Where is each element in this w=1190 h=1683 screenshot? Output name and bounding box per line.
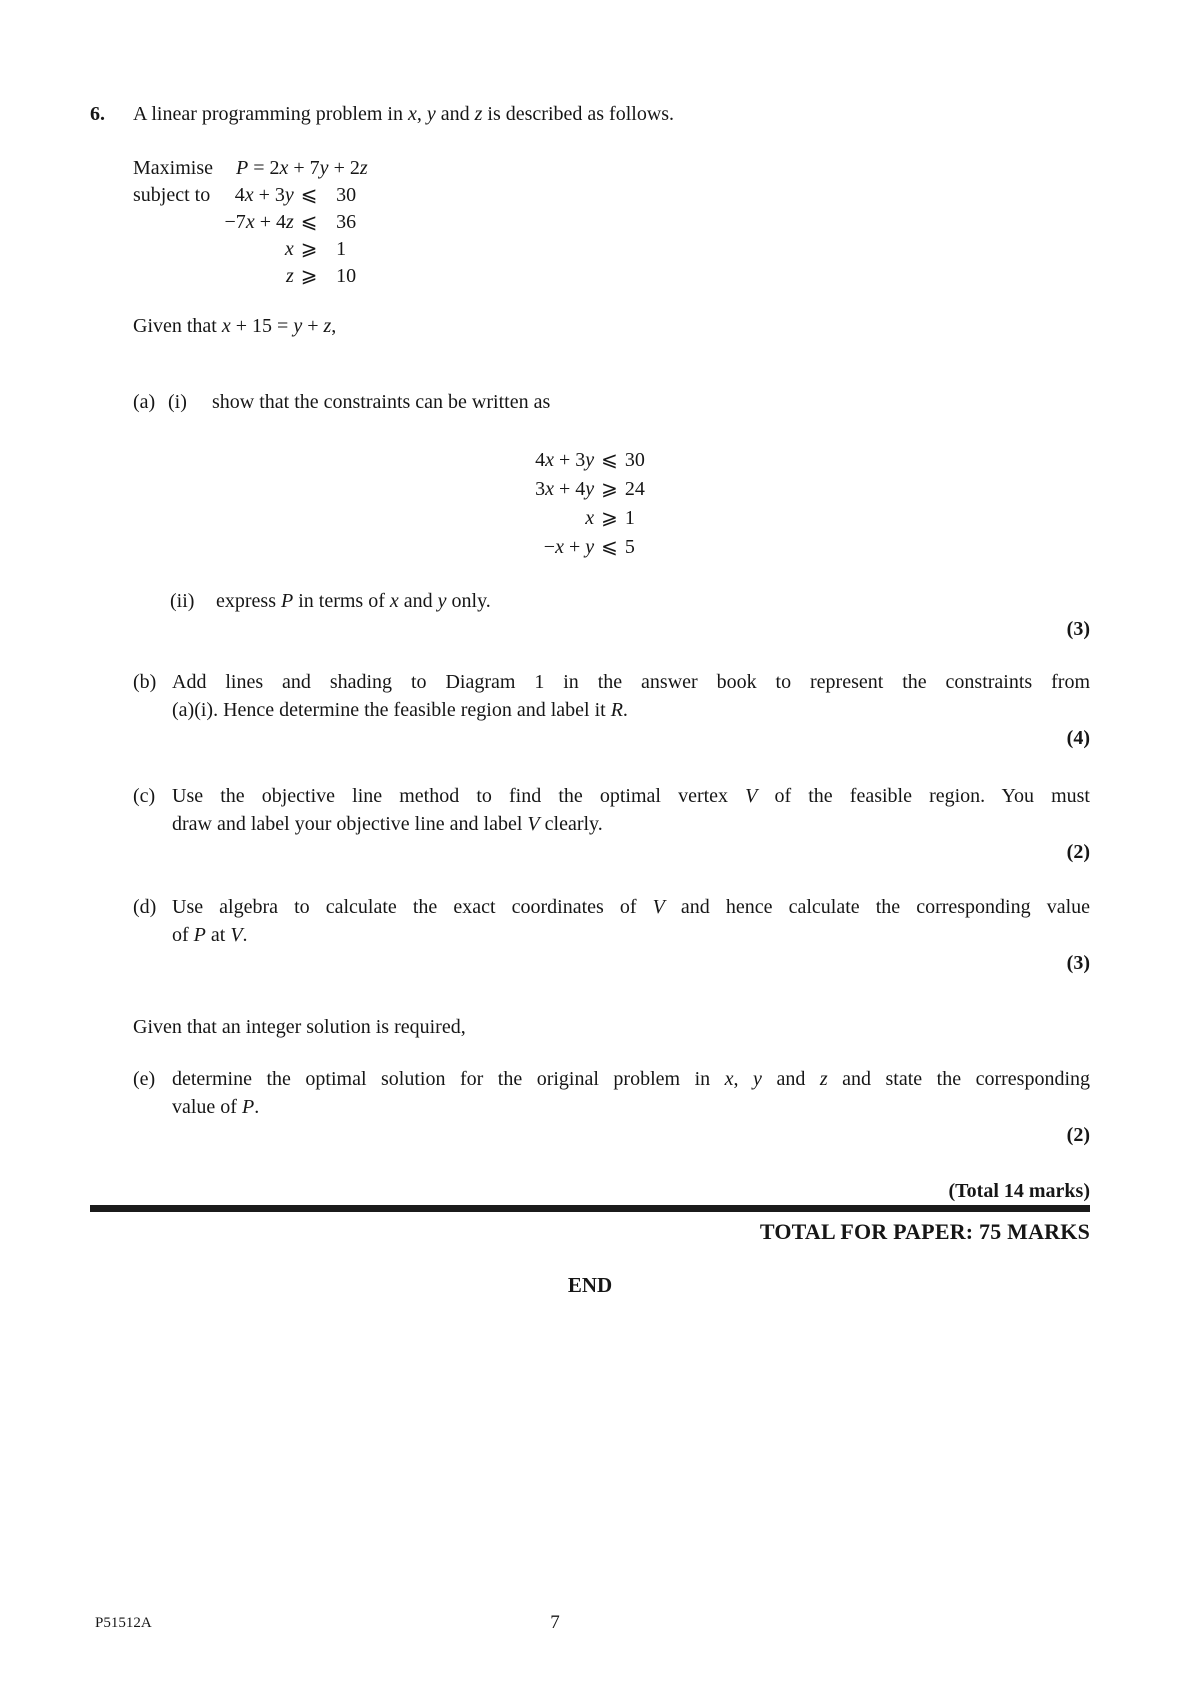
var-x: x [545,478,554,500]
constraint-rhs: 5 [624,536,635,558]
seg: + 15 = [230,315,294,337]
var-x: x [279,157,289,179]
part-b-label: (b) [133,671,157,693]
part-a-ii-text [216,587,491,615]
var-x: x [389,590,399,612]
given-statement-1 [133,312,1090,340]
geq-sign: ⩾ [300,238,318,260]
seg: and state the corresponding [827,1068,1091,1090]
paper-code: P51512A [95,1615,152,1631]
seg: . [622,699,628,721]
var-y: y [293,315,303,337]
seg: . [242,924,248,946]
seg: of [172,924,194,946]
part-d-text [172,893,1090,949]
constraint-lhs [535,533,594,562]
seg: + 3 [253,184,285,206]
paper-total-banner: TOTAL FOR PAPER: 75 MARKS [759,1219,1090,1244]
var-z: z [359,157,368,179]
leq-sign: ⩽ [601,449,618,471]
var-z: z [285,211,294,233]
seg: clearly. [539,813,603,835]
seg: Use algebra to calculate the exact coordinates of [172,896,653,918]
obj-seg: + 7 [288,157,320,179]
intro-seg: A linear programming problem in [133,103,408,125]
var-y: y [437,590,447,612]
var-y: y [585,536,595,558]
part-b-text [172,668,1090,724]
var-x: x [724,1068,734,1090]
page-number: 7 [550,1612,560,1633]
seg: , [733,1068,754,1090]
part-e-line2 [172,1096,259,1118]
part-a-ii-row [90,587,1090,615]
seg: 4 [535,449,546,471]
var-z: z [323,315,332,337]
geq-sign: ⩾ [601,478,618,500]
part-a-i-label: (i) [168,391,187,413]
part-c-row [90,782,1090,838]
constraint-lhs [535,504,594,533]
part-e-row [90,1065,1090,1121]
constraint-rhs: 1 [336,238,347,260]
question-intro-row [90,100,1090,128]
seg: and [761,1068,820,1090]
seg: − [543,536,556,558]
constraint-lhs [213,209,294,236]
var-y: y [426,103,436,125]
var-y: y [585,478,595,500]
seg: and [398,590,438,612]
constraint-rhs: 30 [624,449,645,471]
intro-seg: and [435,103,475,125]
part-d-line2 [172,924,248,946]
seg: + 3 [553,449,586,471]
empty-cell [133,236,213,263]
var-z: z [285,265,294,287]
var-P: P [193,924,206,946]
exam-page [90,0,1090,1683]
marks-part-e: (2) [1066,1124,1090,1146]
part-d-line1 [172,893,1090,921]
part-e-line1 [172,1065,1090,1093]
seg: Add lines and shading to Diagram 1 in the answer book to represent the constraints from [172,671,1090,693]
part-d-label: (d) [133,896,157,918]
part-d-row [90,893,1090,949]
seg: + [563,536,586,558]
maximise-label: Maximise [133,157,213,179]
var-R: R [610,699,623,721]
empty-cell [133,263,213,290]
marks-part-d: (3) [1066,952,1090,974]
var-V: V [745,785,758,807]
var-x: x [407,103,417,125]
constraint-lhs [535,446,594,475]
var-V: V [652,896,665,918]
seg: Given that [133,315,222,337]
seg: + 4 [553,478,586,500]
seg: , [331,315,337,337]
var-x: x [555,536,564,558]
var-x: x [244,184,254,206]
part-c-line2 [172,813,603,835]
part-a-label: (a) [133,391,156,413]
lp-problem-block [133,155,1090,290]
given-statement-2: Given that an integer solution is required, [133,1016,466,1038]
geq-sign: ⩾ [601,507,618,529]
part-a-i-row [90,388,1090,416]
constraint-rhs: 24 [624,478,645,500]
part-c-text [172,782,1090,838]
var-x: x [545,449,554,471]
geq-sign: ⩾ [300,265,318,287]
constraint-rhs: 36 [336,211,357,233]
var-x: x [585,507,595,529]
var-x: x [245,211,255,233]
subject-to-label: subject to [133,184,211,206]
question-number: 6. [90,103,105,125]
total-marks: (Total 14 marks) [948,1180,1090,1202]
leq-sign: ⩽ [300,184,318,206]
marks-part-b: (4) [1066,727,1090,749]
seg: 4 [234,184,245,206]
constraint-rhs: 10 [336,265,357,287]
seg: at [205,924,231,946]
seg: −7 [224,211,246,233]
var-P: P [241,1096,255,1118]
var-x: x [221,315,231,337]
part-e-text [172,1065,1090,1121]
intro-seg: , [416,103,427,125]
constraint-rhs: 30 [336,184,357,206]
rewritten-constraints-block [535,446,645,562]
part-a-i-text: show that the constraints can be written as [212,391,551,413]
obj-seg: = 2 [248,157,280,179]
empty-cell [133,209,213,236]
var-x: x [284,238,294,260]
constraint-lhs [213,182,294,209]
objective-equation [213,155,368,182]
constraint-lhs [213,236,294,263]
var-P: P [236,157,249,179]
seg: (a)(i). Hence determine the feasible region and label it [172,699,611,721]
seg: 3 [535,478,546,500]
divider-rule [90,1205,1090,1212]
seg: + [302,315,324,337]
seg: express [216,590,281,612]
constraint-lhs [213,263,294,290]
seg: only. [446,590,491,612]
marks-part-a: (3) [1066,618,1090,640]
var-z: z [819,1068,828,1090]
constraint-rhs: 1 [624,507,635,529]
marks-part-c: (2) [1066,841,1090,863]
seg: in terms of [293,590,390,612]
var-y: y [319,157,329,179]
seg: + 4 [254,211,286,233]
intro-seg: is described as follows. [482,103,675,125]
leq-sign: ⩽ [601,536,618,558]
part-c-line1 [172,782,1090,810]
part-b-line2 [172,699,628,721]
obj-seg: + 2 [328,157,360,179]
seg: determine the optimal solution for the original problem in [172,1068,725,1090]
part-a-ii-label: (ii) [170,590,195,612]
leq-sign: ⩽ [300,211,318,233]
question-intro-text [133,100,1090,128]
var-y: y [753,1068,762,1090]
part-b-row [90,668,1090,724]
part-c-label: (c) [133,785,156,807]
part-b-line1 [172,668,1090,696]
seg: of the feasible region. You must [757,785,1090,807]
end-label: END [567,1273,613,1297]
part-e-label: (e) [133,1068,156,1090]
seg: Use the objective line method to find the optimal vertex [172,785,746,807]
seg: . [254,1096,260,1118]
var-z: z [474,103,483,125]
var-y: y [585,449,595,471]
var-V: V [230,924,243,946]
constraint-lhs [535,475,594,504]
var-V: V [527,813,540,835]
var-y: y [284,184,294,206]
seg: draw and label your objective line and label [172,813,528,835]
seg: value of [172,1096,242,1118]
seg: and hence calculate the corresponding value [664,896,1090,918]
var-P: P [280,590,294,612]
